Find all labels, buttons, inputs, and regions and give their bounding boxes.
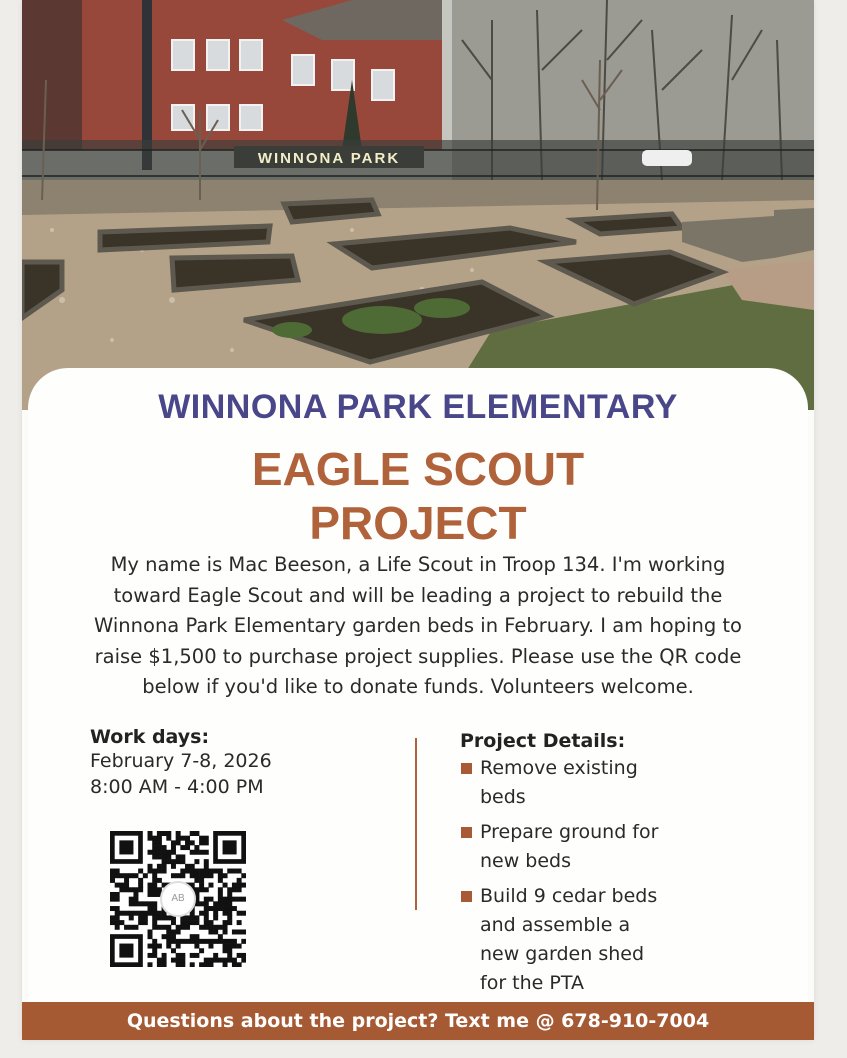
- garden-photo: [22, 0, 814, 410]
- list-item: [460, 818, 750, 876]
- square-bullet-icon: [461, 827, 472, 838]
- project-title: [22, 442, 814, 550]
- school-title: WINNONA PARK ELEMENTARY: [158, 388, 678, 426]
- project-title-line-2: PROJECT: [309, 497, 527, 549]
- list-item: [460, 754, 750, 812]
- work-days-heading: Work days:: [90, 726, 210, 748]
- park-sign-text: WINNONA PARK: [257, 150, 401, 167]
- project-title-line-1: EAGLE SCOUT: [251, 443, 585, 495]
- section-divider: [415, 738, 417, 910]
- list-item-line: Prepare ground for: [480, 821, 659, 843]
- intro-line: My name is Mac Beeson, a Life Scout in Troop 134. I'm working: [110, 553, 726, 576]
- project-details-list: [460, 754, 750, 998]
- work-days-section: [90, 726, 390, 800]
- intro-line: below if you'd like to donate funds. Volunteers welcome.: [142, 675, 694, 698]
- contact-footer: Questions about the project? Text me @ 678-910-7004: [22, 1002, 814, 1040]
- list-item-line: and assemble a: [480, 914, 631, 936]
- project-details-heading: Project Details:: [460, 730, 626, 752]
- list-item: [460, 882, 750, 998]
- square-bullet-icon: [461, 763, 472, 774]
- list-item-line: new garden shed: [480, 943, 645, 965]
- project-details-section: [460, 730, 750, 1004]
- intro-paragraph: [42, 550, 794, 703]
- qr-center-badge: AB: [160, 881, 196, 917]
- intro-line: Winnona Park Elementary garden beds in February. I am hoping to: [94, 614, 742, 637]
- list-item-line: for the PTA: [480, 972, 584, 994]
- list-item-line: beds: [480, 786, 526, 808]
- work-days-date: February 7-8, 2026: [90, 750, 272, 772]
- list-item-line: new beds: [480, 850, 572, 872]
- list-item-line: Remove existing: [480, 757, 638, 779]
- work-days-time: 8:00 AM - 4:00 PM: [90, 776, 264, 798]
- intro-line: raise $1,500 to purchase project supplies. Please use the QR code: [94, 644, 742, 668]
- flyer: [22, 0, 814, 1040]
- intro-line: toward Eagle Scout and will be leading a project to rebuild the: [113, 583, 723, 607]
- square-bullet-icon: [461, 891, 472, 902]
- donation-qr-code[interactable]: [110, 831, 246, 967]
- list-item-line: Build 9 cedar beds: [480, 885, 658, 907]
